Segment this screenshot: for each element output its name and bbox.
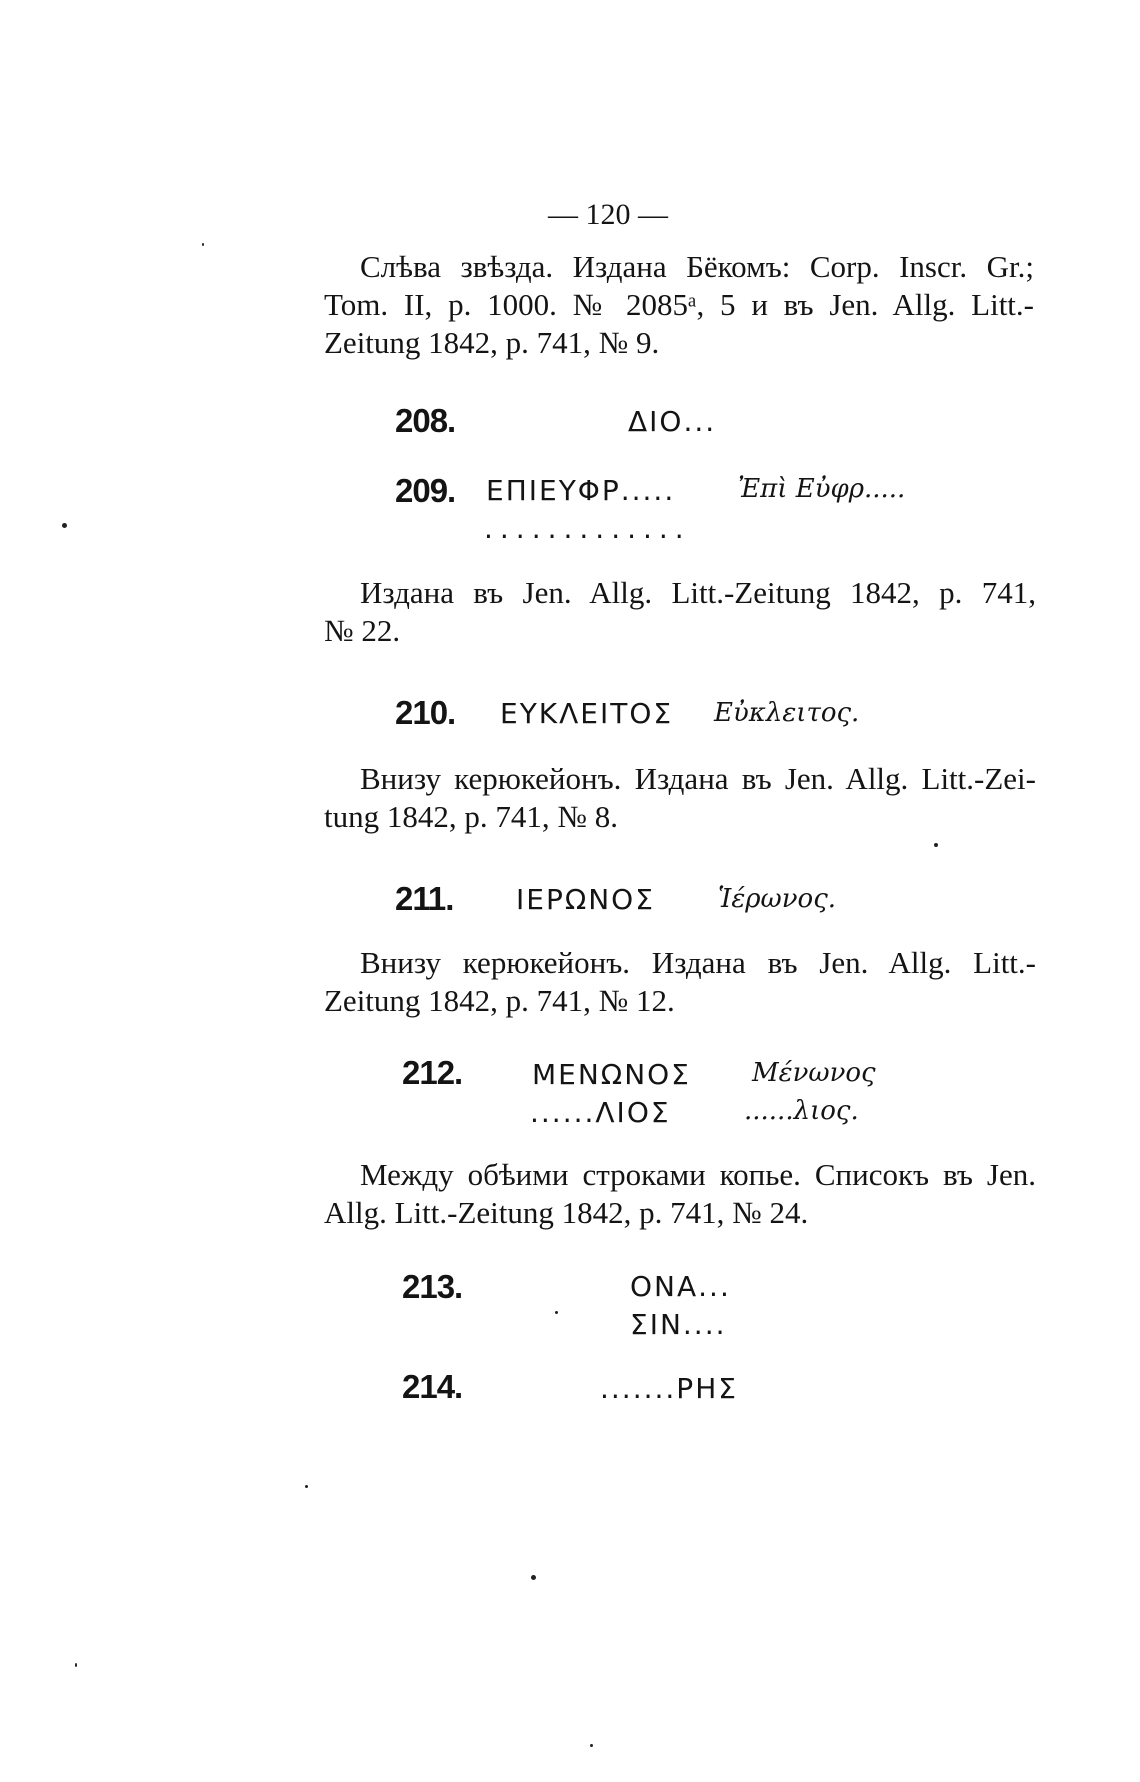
entry-210-note-line-1: Внизу керюкейонъ. Издана въ Jen. Allg. Litt.-Zei-: [360, 761, 1036, 796]
entry-212-transcription-line-1: Μένωνος: [752, 1058, 876, 1088]
entry-212-note-line-2: Allg. Litt.-Zeitung 1842, p. 741, № 24.: [324, 1195, 809, 1230]
entry-212-greek-line-2: ......ΛΙΟΣ: [530, 1096, 671, 1129]
entry-210-note: [324, 760, 1036, 836]
entry-213-greek-line-1: ΟΝΑ...: [630, 1270, 731, 1303]
entry-209-note-line-1: Издана въ Jen. Allg. Litt.-Zeitung 1842, p. 741,: [360, 575, 1036, 610]
entry-212-greek-line-1: ΜΕΝΩΝΟΣ: [532, 1058, 691, 1091]
intro-paragraph: [324, 248, 1034, 362]
entry-211-number: 211.: [395, 880, 454, 917]
scan-speck: [305, 1485, 308, 1488]
entry-211-greek: ΙΕΡΩΝΟΣ: [516, 883, 655, 916]
entry-212-note-line-1: Между обѣими строками копье. Списокъ въ Jen.: [360, 1157, 1036, 1192]
intro-line-1: Слѣва звѣзда. Издана Бёкомъ: Corp. Inscr. Gr.;: [360, 249, 1034, 284]
entry-213-number: 213.: [402, 1268, 463, 1305]
entry-209-note: [324, 574, 1036, 650]
entry-211-note-line-2: Zeitung 1842, p. 741, № 12.: [324, 983, 675, 1018]
entry-210-number: 210.: [395, 694, 456, 731]
entry-214-greek: .......ΡΗΣ: [600, 1372, 738, 1405]
entry-209-note-line-2: № 22.: [324, 613, 401, 648]
entry-211-transcription: Ἱέρωνος.: [718, 884, 837, 914]
entry-212-number: 212.: [402, 1054, 463, 1091]
entry-209-transcription: Ἐπὶ Εὐφρ.....: [738, 474, 906, 504]
intro-line-2: Tom. II, p. 1000. № 2085ᵃ, 5 и въ Jen. Allg. Litt.-: [324, 287, 1034, 322]
scan-speck: [555, 1311, 558, 1314]
page-number: — 120 —: [548, 198, 668, 231]
entry-209-greek: ΕΠΙΕΥΦΡ.....: [486, 474, 676, 507]
entry-210-note-line-2: tung 1842, p. 741, № 8.: [324, 799, 618, 834]
entry-213-greek-line-2: ΣΙΝ....: [630, 1308, 727, 1341]
entry-208-number: 208.: [395, 402, 456, 439]
entry-209-number: 209.: [395, 472, 456, 509]
entry-211-note: [324, 944, 1036, 1020]
entry-212-note: [324, 1156, 1036, 1232]
scan-speck: [202, 243, 204, 246]
scan-speck: [590, 1744, 593, 1747]
entry-210-transcription: Εὐκλειτος.: [714, 698, 860, 728]
entry-212-transcription-line-2: ......λιος.: [744, 1096, 859, 1126]
entry-214-number: 214.: [402, 1368, 463, 1405]
intro-line-3: Zeitung 1842, p. 741, № 9.: [324, 325, 660, 360]
scan-speck: [531, 1575, 536, 1580]
entry-211-note-line-1: Внизу керюкейонъ. Издана въ Jen. Allg. Litt.-: [360, 945, 1036, 980]
scan-speck: [934, 843, 938, 847]
entry-209-dots: .............: [484, 512, 691, 545]
entry-208-greek: ΔΙΟ...: [628, 405, 717, 438]
scan-speck: [62, 523, 67, 528]
entry-210-greek: ΕΥΚΛΕΙΤΟΣ: [500, 697, 674, 730]
scan-speck: [75, 1663, 77, 1667]
